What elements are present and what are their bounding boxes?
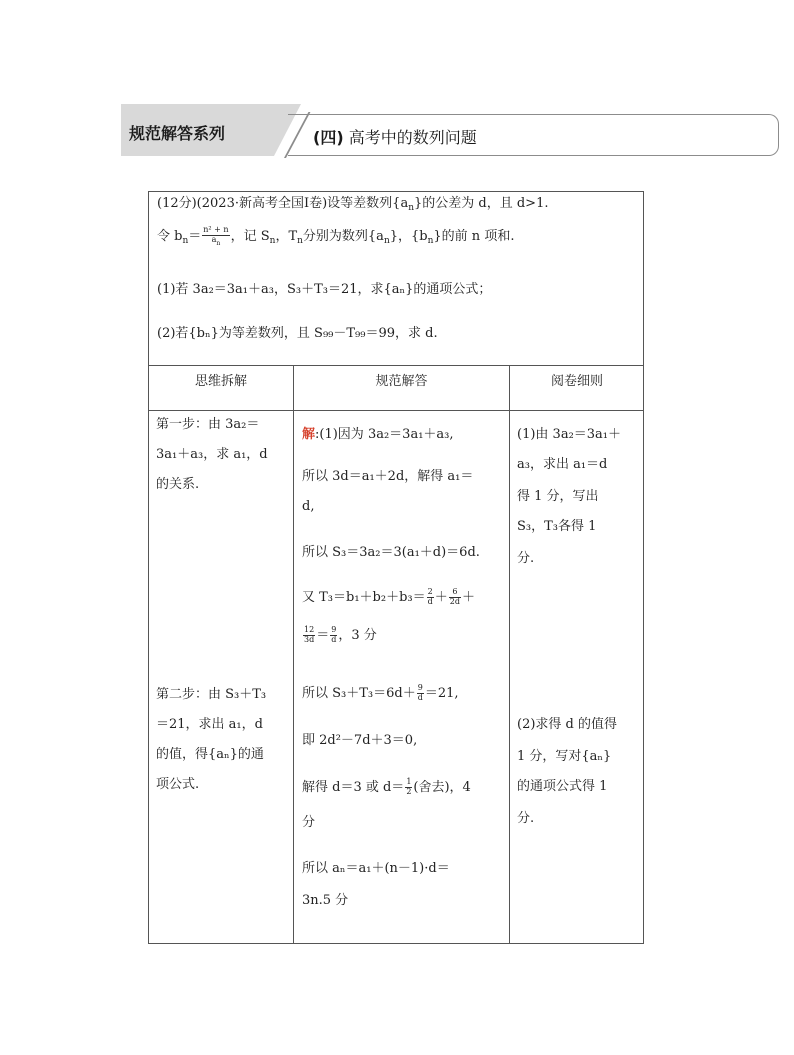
fraction-denominator: d [417,692,423,702]
fraction-numerator: 1 [406,777,412,786]
step-text: 第二步：由 S₃＋T₃ [156,687,267,702]
solution-text: ＝21, [424,685,459,701]
jie-label: 解 [302,427,316,442]
solution-text: :(1)因为 3a₂＝3a₁＋a₃, [315,427,454,442]
problem-text: ，T [275,229,298,245]
fraction-denominator: $a_n$ [211,234,221,247]
fraction-numerator: 12 [304,625,315,634]
header-divider [149,410,643,411]
solution-line: $\frac{12}{3d}$ ＝ $\frac{9}{d}$ ，3 分 [304,625,377,644]
solution-line: 所以 S₃＝3a₂＝3(a₁＋d)＝6d. [302,545,480,560]
solution-line: 所以 3d＝a₁＋2d，解得 a₁＝ [302,469,474,484]
subscript: n [427,236,434,247]
fraction [202,226,229,247]
grading-text: 的通项公式得 1 [517,779,608,794]
fraction [427,588,434,607]
solution-text: ，3 分 [338,627,377,643]
column-divider [293,366,294,943]
fraction-denominator: 2 [406,786,412,796]
solution-line [302,684,459,703]
solution-text: (舍去)，4 [413,779,471,795]
grading-text: (2)求得 d 的值得 [517,717,618,732]
subscript: n [297,236,303,247]
header-thinking: 思维拆解 [194,374,247,389]
solution-column [302,428,507,938]
series-label: 规范解答系列 [129,124,226,143]
problem-line-2: 令 $b_n=$ $\frac{\text{n² + n}}{a_n}$ ，记 $S_n$，$T_n$分别为数列$\{a_n\}$，$\{b_n\}$的前 n 项和. [157,225,515,247]
problem-text: (12分)(2023·新高考全国Ⅰ卷)设等差数列{a [157,196,409,211]
fraction-numerator: 9 [331,625,337,634]
fraction-numerator: n² + n [203,225,229,234]
chapter-title-text: 高考中的数列问题 [348,128,477,147]
header-grading: 阅卷细则 [550,374,603,389]
problem-text: 令 b [157,229,183,245]
grading-text: a₃，求出 a₁＝d [517,457,608,472]
header-solution: 规范解答 [375,374,428,389]
step-text: 第一步：由 3a₂＝ [156,417,260,432]
solution-table [148,366,644,944]
solution-line: 即 2d²－7d＋3＝0, [302,733,418,748]
fraction-numerator: 2 [427,587,433,596]
problem-text: 分别为数列{a [302,229,384,245]
problem-text: }，{b [389,229,428,245]
problem-part-2: (2)若{bₙ}为等差数列，且 S₉₉－T₉₉＝99，求 d. [157,326,438,341]
thinking-column [156,418,288,938]
problem-line-1 [157,196,548,214]
subscript: n [383,236,390,247]
column-divider [509,366,510,943]
solution-text: 又 T₃＝b₁＋b₂＋b₃＝ [302,589,426,605]
step-text: 的值，得{aₙ}的通 [156,747,264,762]
grading-text: 得 1 分，写出 [517,489,599,504]
solution-line: d, [302,499,315,514]
subscript: n [408,203,414,213]
fraction [417,684,424,703]
subscript: n [269,236,276,247]
solution-line [302,778,471,797]
fraction-numerator: 6 [449,588,461,598]
problem-text: ，记 S [230,229,270,245]
chapter-number: (四) [313,128,344,147]
grading-text: S₃，T₃各得 1 [517,519,597,534]
grading-column [517,428,641,938]
solution-line: 分 [302,815,316,830]
problem-part-1: (1)若 3a₂＝3a₁＋a₃，S₃＋T₃＝21，求{aₙ}的通项公式； [157,282,492,297]
chapter-title [313,125,477,148]
grading-text: 1 分，写对{aₙ} [517,749,612,764]
fraction [449,588,461,607]
solution-text: 所以 S₃＋T₃＝6d＋ [302,685,416,701]
solution-text: 解得 d＝3 或 d＝ [302,779,405,795]
step-text: 3a₁＋a₃，求 a₁，d [156,447,268,462]
problem-box [148,191,644,366]
grading-text: (1)由 3a₂＝3a₁＋ [517,427,622,442]
fraction-denominator: d [331,634,337,644]
fraction-denominator: d [427,596,433,606]
solution-line [302,428,454,441]
step-text: 项公式. [156,777,200,792]
den-text: a [211,234,217,244]
problem-text: }的前 n 项和. [433,229,515,245]
fraction-numerator: 9 [417,683,423,692]
fraction [303,626,315,645]
grading-text: 分. [517,811,535,826]
fraction [405,778,412,797]
fraction [330,626,337,645]
solution-line: 所以 aₙ＝a₁＋(n－1)·d＝ [302,861,450,876]
step-text: 的关系. [156,477,200,492]
subscript: n [182,236,189,247]
step-text: ＝21，求出 a₁，d [156,717,263,732]
solution-line: 又 T₃＝b₁＋b₂＋b₃＝ $\frac{2}{d}$ ＋ $\frac{6}{2d}$ ＋ [302,587,475,606]
solution-line: 3n.5 分 [302,893,349,908]
problem-text: }的公差为 d，且 d>1. [414,196,549,211]
fraction-denominator: 3d [304,634,315,644]
fraction-denominator: 2d [449,596,460,606]
grading-text: 分. [517,551,535,566]
